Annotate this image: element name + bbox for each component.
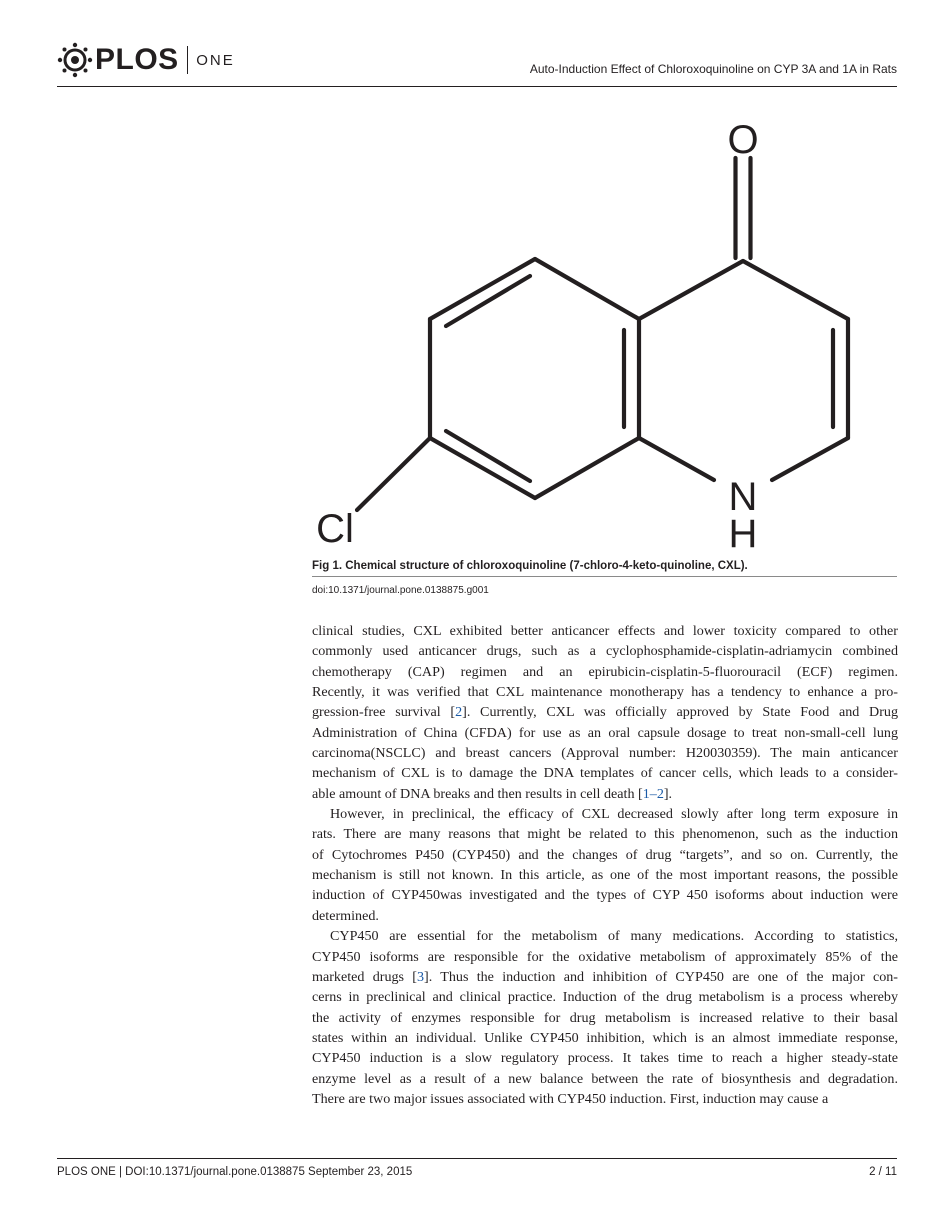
text-fragment: ]. Thus the induction and inhibition of CYP450 are one of the major con- — [424, 968, 898, 985]
text-line: carcinoma(NSCLC) and breast cancers (Approval number: H20030359). The main anticancer — [312, 745, 898, 762]
plos-logo-icon — [57, 42, 93, 78]
bond-c4-c4a — [639, 261, 743, 319]
citation-link[interactable]: 2 — [455, 704, 463, 721]
footer-citation: PLOS ONE | DOI:10.1371/journal.pone.0138875 September 23, 2015 — [57, 1166, 413, 1178]
body-paragraph — [312, 621, 898, 804]
atom-label-chlorine: Cl — [316, 507, 354, 551]
text-line — [312, 967, 898, 987]
atom-label-nitrogen: N — [728, 475, 758, 519]
bond-c8-c8a — [535, 438, 639, 498]
text-line: clinical studies, CXL exhibited better anticancer effects and lower toxicity compared to other — [312, 623, 898, 639]
bond-n1-c8a — [639, 438, 714, 480]
body-paragraph — [312, 804, 898, 926]
text-line: commonly used anticancer drugs, such as a cyclophosphamide-cisplatin-adriamycin combined — [312, 643, 898, 660]
bond-c2-n1 — [772, 438, 848, 480]
bond-c4a-c5 — [535, 259, 639, 319]
citation-link[interactable]: 3 — [416, 968, 425, 985]
body-paragraph — [312, 926, 898, 1109]
article-body — [312, 621, 898, 1109]
text-line: the activity of enzymes responsible for drug metabolism is increased relative to their basal — [312, 1009, 898, 1026]
figure-caption — [312, 560, 897, 577]
atom-label-hydrogen: H — [728, 512, 758, 555]
text-line — [312, 702, 898, 722]
page-footer — [57, 1158, 897, 1187]
text-line: mechanism of CXL is to damage the DNA templates of cancer cells, which leads to a consider- — [312, 765, 898, 782]
text-line: rats. There are many reasons that might be related to this phenomenon, such as the induction — [312, 826, 898, 843]
atom-label-oxygen: O — [727, 118, 759, 162]
text-line: mechanism is still not known. In this article, as one of the most important reasons, the possible — [312, 867, 898, 884]
text-fragment: able amount of DNA breaks and then results in cell death [ — [312, 785, 643, 802]
figure-caption-text: Chemical structure of chloroxoquinoline (7-chloro-4-keto-quinoline, CXL). — [345, 560, 748, 572]
text-line: Administration of China (CFDA) for use as an oral capsule dosage to treat non-small-cell lung — [312, 724, 898, 741]
page-number: 2 / 11 — [869, 1166, 897, 1178]
text-fragment: gression-free survival [ — [312, 704, 456, 721]
text-line: CYP450 are essential for the metabolism of many medications. According to statistics, — [330, 928, 898, 945]
figure-caption-label: Fig 1. — [312, 560, 343, 572]
plos-one-logo[interactable] — [57, 42, 235, 78]
logo-plos-text: PLOS — [95, 43, 179, 76]
text-fragment: marketed drugs [ — [312, 968, 417, 985]
text-line: There are two major issues associated with CYP450 induction. First, induction may cause a — [312, 1090, 829, 1107]
text-line: cerns in preclinical and clinical practice. Induction of the drug metabolism is a process whereby — [312, 989, 898, 1006]
text-line: states within an individual. Unlike CYP450 inhibition, which is an almost immediate response, — [312, 1029, 898, 1046]
text-fragment: ]. — [663, 785, 673, 802]
bond-c7-c8 — [430, 438, 535, 498]
citation-link[interactable]: 1–2 — [642, 785, 664, 802]
bond-c5-c6 — [430, 259, 535, 319]
text-line: CYP450 induction is a slow regulatory process. It takes time to reach a higher steady-state — [312, 1050, 898, 1067]
bond-c4-c3 — [743, 261, 848, 319]
running-title: Auto-Induction Effect of Chloroxoquinoline on CYP 3A and 1A in Rats — [529, 62, 897, 76]
text-line: induction of CYP450was investigated and the types of CYP 450 isoforms about induction were — [312, 887, 898, 904]
text-line: determined. — [312, 907, 379, 924]
logo-one-text: ONE — [196, 51, 235, 69]
chemical-structure-figure — [300, 115, 890, 555]
logo-divider — [187, 46, 189, 74]
text-line — [312, 784, 898, 804]
figure-doi[interactable]: doi:10.1371/journal.pone.0138875.g001 — [312, 585, 489, 596]
text-line: However, in preclinical, the efficacy of CXL decreased slowly after long term exposure in — [330, 806, 898, 823]
page-header — [57, 42, 897, 87]
text-line: CYP450 isoforms are responsible for the oxidative metabolism of approximately 85% of the — [312, 948, 898, 965]
text-line: Recently, it was verified that CXL maintenance monotherapy has a tendency to enhance a pro- — [312, 684, 898, 701]
bond-c7-cl — [357, 438, 430, 510]
text-line: chemotherapy (CAP) regimen and an epirubicin-cisplatin-5-fluorouracil (ECF) regimen. — [312, 663, 898, 680]
text-fragment: ]. Currently, CXL was officially approved by State Food and Drug — [462, 704, 898, 721]
text-line: of Cytochromes P450 (CYP450) and the changes of drug “targets”, and so on. Currently, the — [312, 846, 898, 863]
text-line: enzyme level as a result of a new balance between the rate of biosynthesis and degradation. — [312, 1070, 898, 1087]
